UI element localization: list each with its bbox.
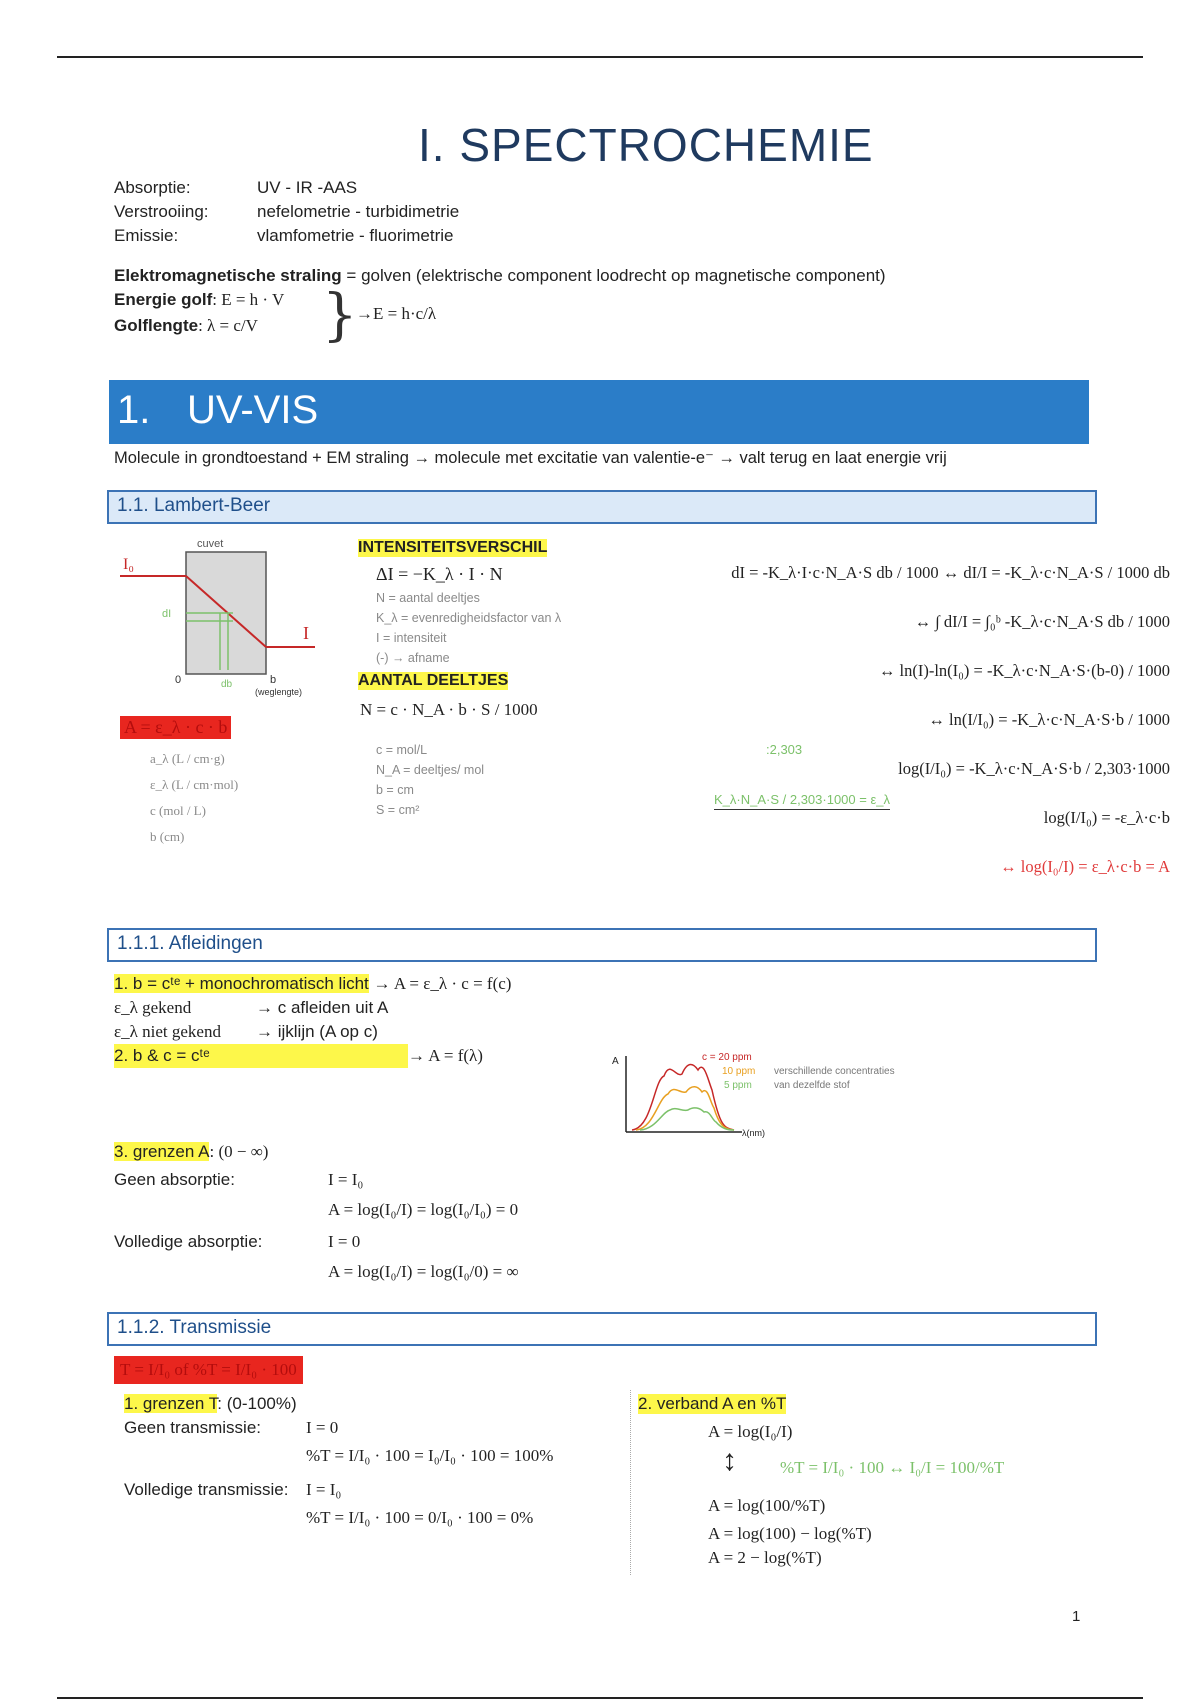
- arrow-note-2: K_λ·N_A·S / 2,303·1000 = ε_λ: [714, 792, 890, 810]
- derivation-step-1: dI = -K_λ·I·c·N_A·S db / 1000 ↔ dI/I = -K_λ·c·N_A·S / 1000 db: [731, 563, 1170, 582]
- di-label: dI: [162, 608, 172, 620]
- afleidingen-block: [114, 972, 511, 1068]
- intensity-note-i: I = intensiteit: [376, 631, 447, 645]
- known-result: → c afleiden uit A: [256, 998, 389, 1017]
- full-transmission-f1: I = I₀: [306, 1480, 342, 1499]
- none-absorption-label: Geen absorptie:: [114, 1170, 235, 1189]
- section-lambert-beer: [107, 490, 1097, 524]
- intensity-note-n: N = aantal deeltjes: [376, 591, 480, 605]
- graph-y-label: A: [612, 1056, 619, 1067]
- full-absorption-label: Volledige absorptie:: [114, 1232, 263, 1251]
- intensity-formula: ΔI = −K_λ · I · N: [376, 564, 503, 584]
- t-limits-line: [124, 1394, 297, 1414]
- relation-4: A = log(100) − log(%T): [708, 1524, 872, 1543]
- lambert-beer-formula: A = ε_λ · c · b: [120, 716, 231, 739]
- intro-value-emissie: vlamfometrie - fluorimetrie: [257, 226, 454, 245]
- section-afleidingen-title: 1.1.1. Afleidingen: [117, 933, 263, 954]
- known: ε_λ gekend: [114, 998, 192, 1017]
- intro-label-emissie: Emissie:: [114, 226, 179, 245]
- item3-range: : (0 − ∞): [209, 1142, 269, 1161]
- particles-formula: N = c · N_A · b · S / 1000: [360, 700, 538, 719]
- intro-label-verstrooiing: Verstrooiing:: [114, 202, 209, 221]
- full-transmission-label: Volledige transmissie:: [124, 1480, 289, 1499]
- no-transmission-f2: %T = I/I₀ · 100 = I₀/I₀ · 100 = 100%: [306, 1446, 554, 1465]
- page-number: 1: [1072, 1608, 1081, 1625]
- wavelength-line: [114, 316, 258, 336]
- arrow-note-1: :2,303: [766, 742, 803, 757]
- intensity-note-k: K_λ = evenredigheidsfactor van λ: [376, 611, 562, 625]
- graph-note-1: verschillende concentraties: [774, 1066, 895, 1077]
- section-transmissie-title: 1.1.2. Transmissie: [117, 1317, 272, 1338]
- unit-epsilon: ε_λ (L / cm·mol): [150, 777, 239, 792]
- graph-c2: 10 ppm: [722, 1066, 756, 1077]
- full-transmission-f2: %T = I/I₀ · 100 = 0/I₀ · 100 = 0%: [306, 1508, 534, 1527]
- wavelength-formula: : λ = c/V: [198, 316, 258, 335]
- uvvis-description: Molecule in grondtoestand + EM straling → molecule met excitatie van valentie-e⁻ → valt terug en laat energie vrij: [114, 449, 947, 467]
- relation-3: A = log(100/%T): [708, 1496, 826, 1515]
- intro-value-verstrooiing: nefelometrie - turbidimetrie: [257, 202, 460, 221]
- graph-c3: 5 ppm: [724, 1080, 752, 1091]
- item1: 1. b = cᵗᵉ + monochromatisch licht: [114, 974, 369, 993]
- item3: 3. grenzen A: [114, 1142, 210, 1161]
- graph-x-label: λ(nm): [742, 1128, 765, 1138]
- derivation-step-3: ↔ ln(I)-ln(I₀) = -K_λ·c·N_A·S·(b-0) / 1000: [878, 661, 1170, 680]
- full-absorption-f2: A = log(I₀/I) = log(I₀/0) = ∞: [328, 1262, 519, 1281]
- em-line: [114, 266, 886, 286]
- bottom-rule: [57, 1697, 1143, 1699]
- no-transmission-label: Geen transmissie:: [124, 1418, 261, 1437]
- top-rule: [57, 56, 1143, 58]
- particles-heading: AANTAL DEELTJES: [358, 672, 509, 689]
- column-divider: [630, 1390, 631, 1575]
- unit-b: b (cm): [150, 829, 185, 844]
- unknown: ε_λ niet gekend: [114, 1022, 221, 1041]
- unit-list: [150, 746, 238, 850]
- relation-2: %T = I/I₀ · 100 ↔ I₀/I = 100/%T: [780, 1458, 1005, 1477]
- relation-heading: 2. verband A en %T: [638, 1394, 787, 1413]
- uvvis-heading: UV-VIS: [187, 388, 319, 432]
- intensity-notes: [376, 588, 561, 668]
- particles-note-b: b = cm: [376, 783, 414, 797]
- section-afleidingen: [107, 928, 1097, 962]
- item1-formula: → A = ε_λ · c = f(c): [373, 974, 512, 993]
- derivation-step-2: ↔ ∫ dI/I = ∫₀ᵇ -K_λ·c·N_A·S db / 1000: [914, 612, 1170, 631]
- unit-c: c (mol / L): [150, 803, 206, 818]
- relation-1: A = log(I₀/I): [708, 1422, 793, 1441]
- t-limits-heading: 1. grenzen T: [124, 1394, 218, 1413]
- combined-formula: →E = h·c/λ: [356, 304, 437, 323]
- spectrum-graph: [612, 1050, 942, 1142]
- no-transmission-f1: I = 0: [306, 1418, 339, 1437]
- cuvet-label: cuvet: [197, 538, 224, 550]
- section-transmissie: [107, 1312, 1097, 1346]
- i0-label: I₀: [123, 556, 134, 573]
- updown-arrow-icon: ↕: [722, 1444, 737, 1477]
- transmission-formula: T = I/I₀ of %T = I/I₀ · 100: [114, 1356, 303, 1384]
- brace-icon: }: [322, 283, 358, 348]
- em-text: = golven (elektrische component loodrecht op magnetische component): [346, 266, 886, 285]
- energy-label: Energie golf: [114, 290, 213, 309]
- db-label: db: [221, 679, 233, 690]
- em-label: Elektromagnetische straling: [114, 266, 342, 285]
- intro-value-absorptie: UV - IR -AAS: [257, 178, 358, 197]
- intro-labels: [114, 176, 209, 248]
- uvvis-number: 1.: [117, 388, 151, 432]
- particles-note-na: N_A = deeltjes/ mol: [376, 763, 485, 777]
- energy-line: [114, 290, 284, 310]
- item3-line: [114, 1142, 268, 1162]
- derivation-step-7: ↔ log(I₀/I) = ε_λ·c·b = A: [1000, 857, 1170, 876]
- relation-5: A = 2 − log(%T): [708, 1548, 822, 1567]
- particles-note-s: S = cm²: [376, 803, 420, 817]
- graph-c1: c = 20 ppm: [702, 1052, 752, 1063]
- none-absorption-f1: I = I₀: [328, 1170, 364, 1189]
- unknown-result: → ijklijn (A op c): [256, 1022, 378, 1041]
- page-title: I. SPECTROCHEMIE: [418, 119, 874, 171]
- full-absorption-f1: I = 0: [328, 1232, 361, 1251]
- particles-note-c: c = mol/L: [376, 743, 428, 757]
- none-absorption-f2: A = log(I₀/I) = log(I₀/I₀) = 0: [328, 1200, 519, 1219]
- b-label: b: [270, 674, 277, 686]
- t-limits-range: : (0-100%): [217, 1394, 297, 1413]
- energy-formula: : E = h · V: [212, 290, 285, 309]
- cuvet-diagram: [115, 535, 330, 700]
- item2-formula: → A = f(λ): [408, 1046, 483, 1065]
- intro-label-absorptie: Absorptie:: [114, 178, 191, 197]
- intro-values: [257, 176, 459, 248]
- b-note-label: (weglengte): [255, 687, 303, 697]
- derivation-step-4: ↔ ln(I/I₀) = -K_λ·c·N_A·S·b / 1000: [928, 710, 1170, 729]
- derivation-step-6: log(I/I₀) = -ε_λ·c·b: [1043, 808, 1170, 827]
- particles-notes: [376, 740, 484, 820]
- item2: 2. b & c = cᵗᵉ: [114, 1046, 210, 1065]
- uvvis-banner: [109, 380, 1089, 444]
- intensity-heading: INTENSITEITSVERSCHIL: [358, 539, 548, 556]
- zero-label: 0: [175, 674, 182, 686]
- i-label: I: [303, 623, 309, 643]
- wavelength-label: Golflengte: [114, 316, 199, 335]
- section-lambert-beer-title: 1.1. Lambert-Beer: [117, 495, 271, 516]
- intensity-note-sign: (-) → afname: [376, 651, 450, 665]
- derivation-block: [610, 548, 1170, 891]
- unit-a: a_λ (L / cm·g): [150, 751, 225, 766]
- graph-note-2: van dezelfde stof: [774, 1080, 850, 1091]
- derivation-step-5: log(I/I₀) = -K_λ·c·N_A·S·b / 2,303·1000: [898, 759, 1170, 778]
